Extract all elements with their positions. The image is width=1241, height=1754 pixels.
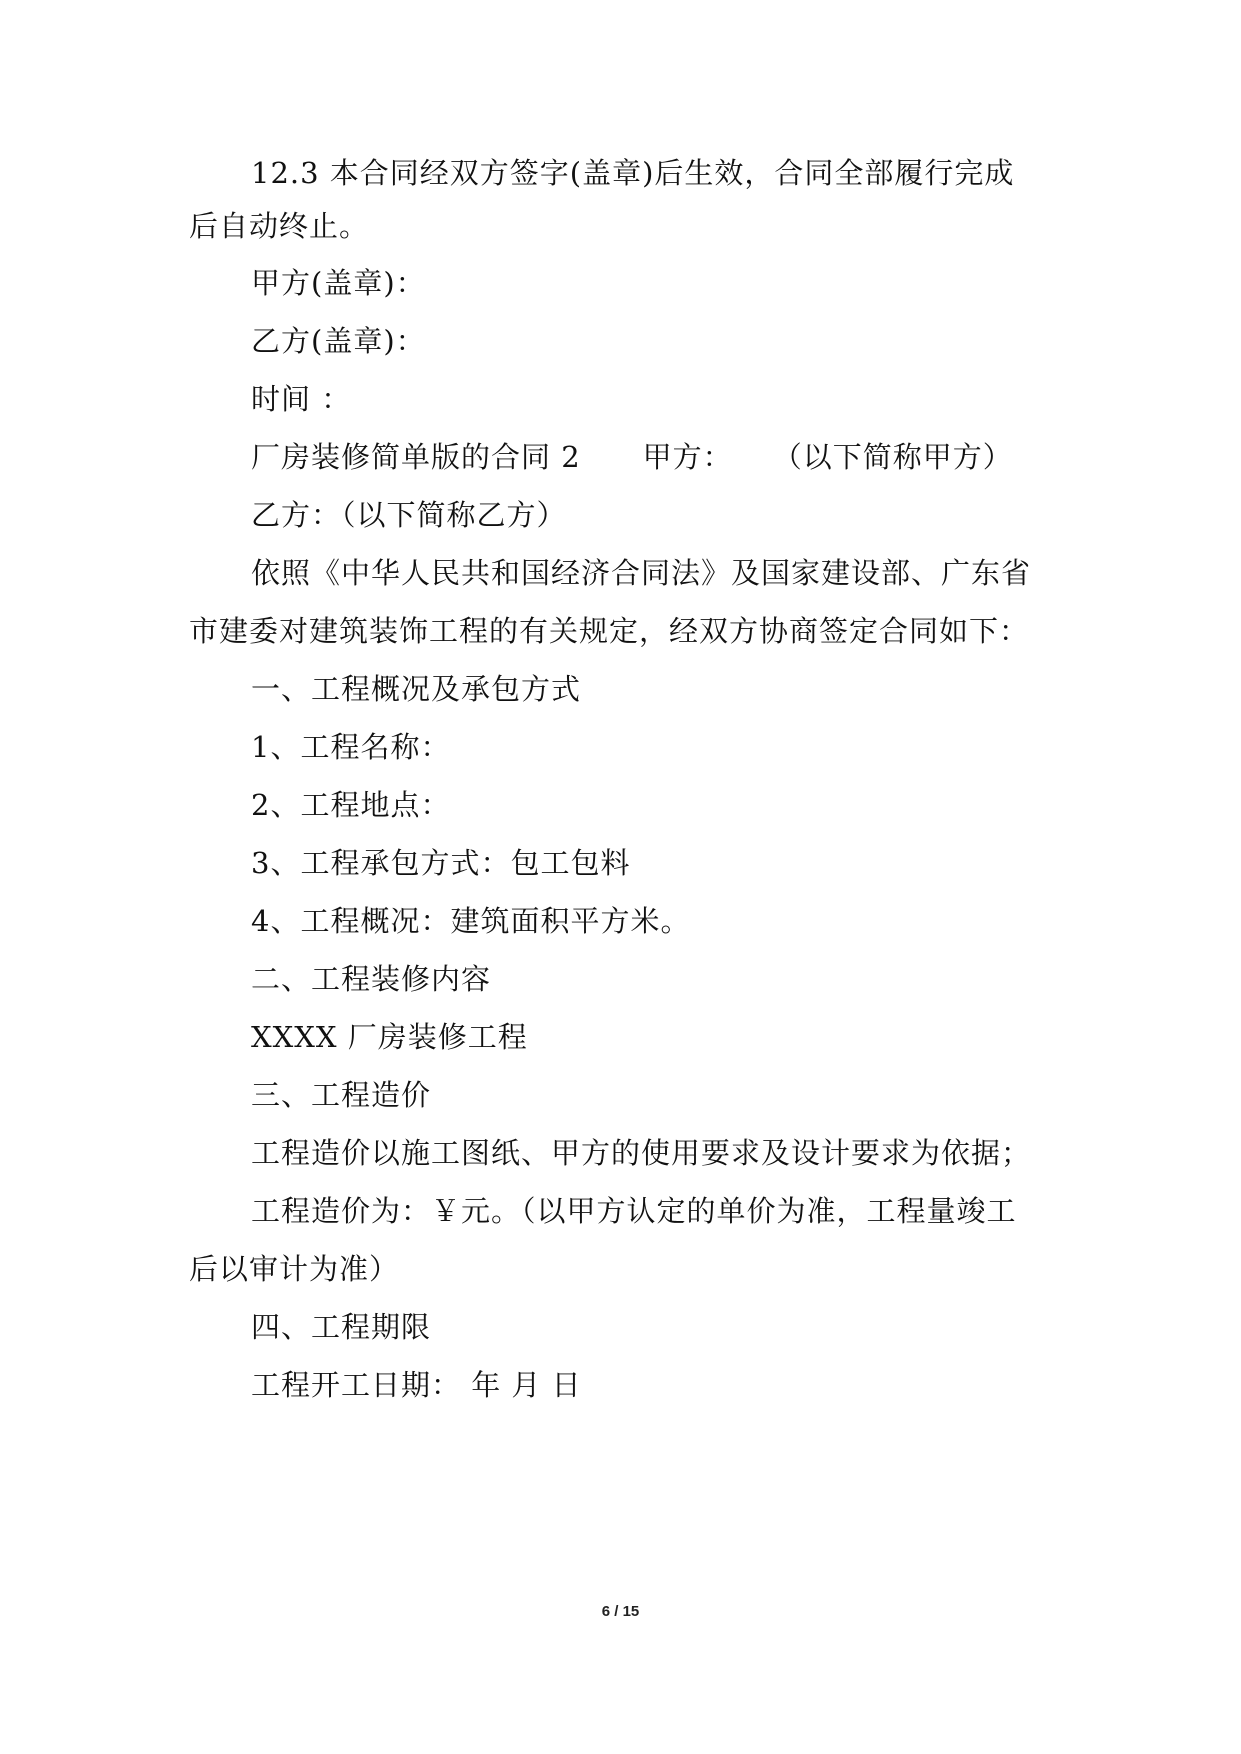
- contract-title: 厂房装修简单版的合同 2: [251, 440, 581, 474]
- paragraph-line: 市建委对建筑装饰工程的有关规定，经双方协商签定合同如下：: [189, 614, 1030, 648]
- contract-title-line: [251, 437, 1013, 477]
- paragraph-line: 工程造价以施工图纸、甲方的使用要求及设计要求为依据；: [251, 1136, 1032, 1170]
- party-a-label: 甲方：: [642, 440, 733, 474]
- party-a-seal-line: 甲方(盖章)：: [251, 266, 426, 300]
- section-heading: 一、工程概况及承包方式: [251, 672, 582, 706]
- party-a-abbrev: （以下简称甲方）: [772, 440, 1013, 474]
- paragraph-line: 工程造价为：￥元。（以甲方认定的单价为准，工程量竣工: [251, 1194, 1017, 1228]
- paragraph-line: 后自动终止。: [189, 209, 370, 243]
- date-line: 时间 ：: [251, 382, 352, 416]
- paragraph-line: 工程开工日期： 年 月 日: [251, 1368, 582, 1402]
- party-b-seal-line: 乙方(盖章)：: [251, 324, 426, 358]
- list-item: 1、工程名称：: [251, 730, 451, 764]
- list-item: 4、工程概况：建筑面积平方米。: [251, 904, 691, 938]
- section-heading: 四、工程期限: [251, 1310, 432, 1344]
- paragraph-line: XXXX 厂房装修工程: [251, 1020, 528, 1054]
- paragraph-line: 后以审计为准）: [189, 1252, 400, 1286]
- page-number: 6 / 15: [601, 1603, 640, 1620]
- party-b-line: 乙方：（以下简称乙方）: [251, 498, 567, 532]
- list-item: 3、工程承包方式：包工包料: [251, 846, 631, 880]
- paragraph-line: 12.3 本合同经双方签字(盖章)后生效，合同全部履行完成: [251, 156, 1015, 190]
- paragraph-line: 依照《中华人民共和国经济合同法》及国家建设部、广东省: [251, 556, 1032, 590]
- section-heading: 二、工程装修内容: [251, 962, 492, 996]
- list-item: 2、工程地点：: [251, 788, 451, 822]
- section-heading: 三、工程造价: [251, 1078, 432, 1112]
